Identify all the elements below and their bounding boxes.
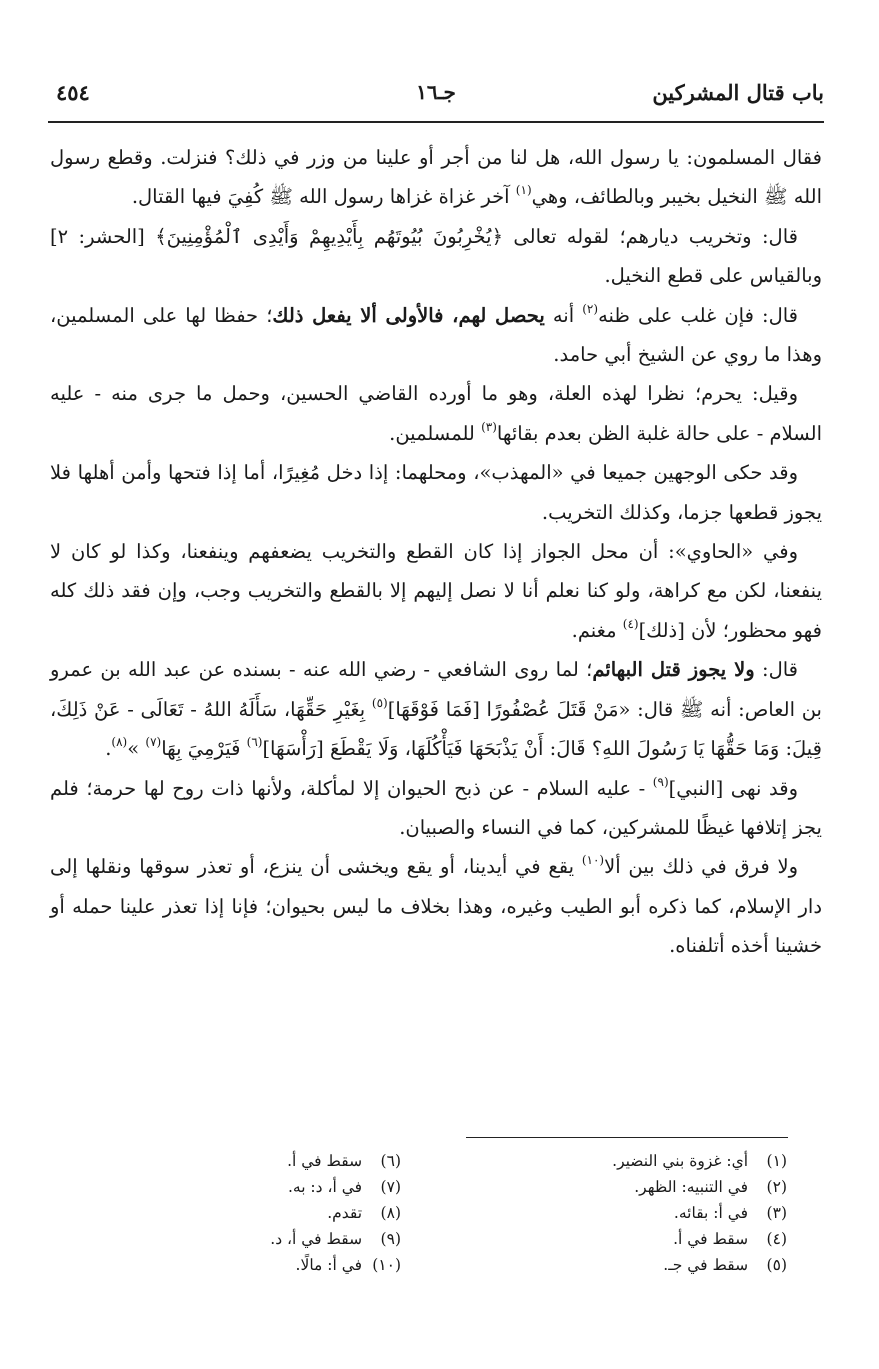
footnote-item: (٤) سقط في أ. [673, 1230, 787, 1248]
paragraph: قال: فإن غلب على ظنه$^{(٢)}$ أنه يحصل لهم، فالأولى ألا يفعل ذلك؛ حفظا لها على المسلمين، وهذا ما روي عن الشيخ أبي حامد. [50, 301, 822, 367]
page-header [48, 80, 824, 114]
page-number: ٤٥٤ [56, 80, 90, 105]
footnote-ref: (١٠) [581, 853, 605, 868]
footnote-item: (٥) سقط في جـ. [663, 1256, 787, 1274]
matn-text: يحصل لهم، فالأولى ألا يفعل ذلك [272, 303, 545, 327]
matn-text: ولا يجوز قتل البهائم [592, 658, 755, 682]
footnote-item: (٦) سقط في أ. [287, 1152, 401, 1170]
paragraph: وقيل: يحرم؛ نظرا لهذه العلة، وهو ما أورده القاضي الحسين، وحمل ما جرى منه - عليه السلام - على حالة غلبة الظن بعدم بقائها$^{(٣)}$ للمسلمين. [50, 382, 822, 445]
paragraph: وقد حكى الوجهين جميعا في «المهذب»، ومحلهما: إذا دخل مُغِيرًا، أما إذا فتحها وأمن أهلها فلا يجوز قطعها جزما، وكذلك التخريب. [50, 461, 822, 524]
footnotes-column-left [111, 1148, 401, 1278]
paragraph: وقد نهى [النبي]$^{(٩)}$ - عليه السلام - عن ذبح الحيوان إلا لمأكلة، ولأنها ذات روح لها حرمة؛ فلم يجز إتلافها غيظًا للمشركين، كما في النساء والصبيان. [50, 774, 822, 839]
quran-quote: ﴿يُخْرِبُونَ بُيُوتَهُم بِأَيْدِيهِمْ وَأَيْدِى ٱلْمُؤْمِنِينَ﴾ [155, 224, 503, 248]
footnote-ref: (٩) [652, 774, 669, 789]
footnote-ref: (٤) [622, 616, 639, 631]
footnote-ref: (٣) [481, 419, 497, 434]
header-rule [48, 121, 824, 123]
paragraph: ولا فرق في ذلك بين ألا$^{(١٠)}$ يقع في أيدينا، أو يقع ويخشى أن ينزع، أو تعذر سوقها ونقلها إلى دار الإسلام، كما ذكره أبو الطيب وغيره، وهذا بخلاف ما ليس بحيوان؛ فإنا إذا تعذر علينا حمله أو خشينا أخذه أتلفناه. [50, 853, 822, 958]
footnote-ref: (٧) [145, 735, 162, 750]
paragraph: قال: ولا يجوز قتل البهائم؛ لما روى الشافعي - رضي الله عنه - بسنده عن عبد الله بن عمرو بن العاص: أنه ﷺ قال: «مَنْ قَتَلَ عُصْفُورًا [فَمَا فَوْقَهَا]$^{(٥)}$ بِغَيْرِ حَقِّهَا، سَأَلَهُ اللهُ - تَعَالَى - عَنْ ذَلِكَ، قِيلَ: وَمَا حَقُّهَا يَا رَسُولَ اللهِ؟ قَالَ: أَنْ يَذْبَحَهَا فَيَأْكُلَهَا، وَلَا يَقْطَعَ [رَأْسَهَا]$^{(٦)}$ فَيَرْمِيَ بِهَا$^{(٧)}$ »$^{(٨)}$. [50, 658, 822, 761]
chapter-title: باب قتال المشركين [652, 80, 824, 105]
footnote-rule [466, 1137, 788, 1138]
footnote-item: (٧) في أ، د: به. [287, 1178, 401, 1196]
footnote-item: (٢) في التنبيه: الظهر. [634, 1178, 787, 1196]
footnote-ref: (٦) [246, 735, 263, 750]
footnote-item: (٩) سقط في أ، د. [270, 1230, 401, 1248]
footnote-ref: (٨) [111, 735, 128, 750]
footnote-item: (١٠) في أ: مالًا. [295, 1256, 401, 1274]
footnote-ref: (١) [515, 183, 532, 198]
footnote-ref: (٥) [371, 695, 388, 710]
footnotes-column-right [497, 1148, 787, 1278]
footnote-item: (٨) تقدم. [327, 1204, 401, 1222]
paragraph: وفي «الحاوي»: أن محل الجواز إذا كان القطع والتخريب يضعفهم وينفعنا، وكذا لو كان لا ينفعنا، لكن مع كراهة، ولو كنا نعلم أنا لا نصل إليهم إلا بالقطع والتخريب وجب، وإن فقد ذلك كله فهو محظور؛ لأن [ذلك]$^{(٤)}$ مغنم. [50, 540, 822, 642]
footnote-ref: (٢) [582, 301, 599, 316]
paragraph: فقال المسلمون: يا رسول الله، هل لنا من أجر أو علينا من وزر في ذلك؟ فنزلت. وقطع رسول الله ﷺ النخيل بخيبر وبالطائف، وهي$^{(١)}$ آخر غزاة غزاها رسول الله ﷺ كُفِيَ فيها القتال. [50, 146, 822, 209]
main-text [50, 138, 822, 966]
footnote-item: (٣) في أ: بقائه. [673, 1204, 787, 1222]
paragraph: قال: وتخريب ديارهم؛ لقوله تعالى ﴿يُخْرِبُونَ بُيُوتَهُم بِأَيْدِيهِمْ وَأَيْدِى ٱلْمُؤْمِنِينَ﴾ [الحشر: ٢] وبالقياس على قطع النخيل. [50, 224, 822, 288]
volume-label: جـ١٦ [416, 80, 456, 104]
footnote-item: (١) أي: غزوة بني النضير. [612, 1152, 787, 1170]
